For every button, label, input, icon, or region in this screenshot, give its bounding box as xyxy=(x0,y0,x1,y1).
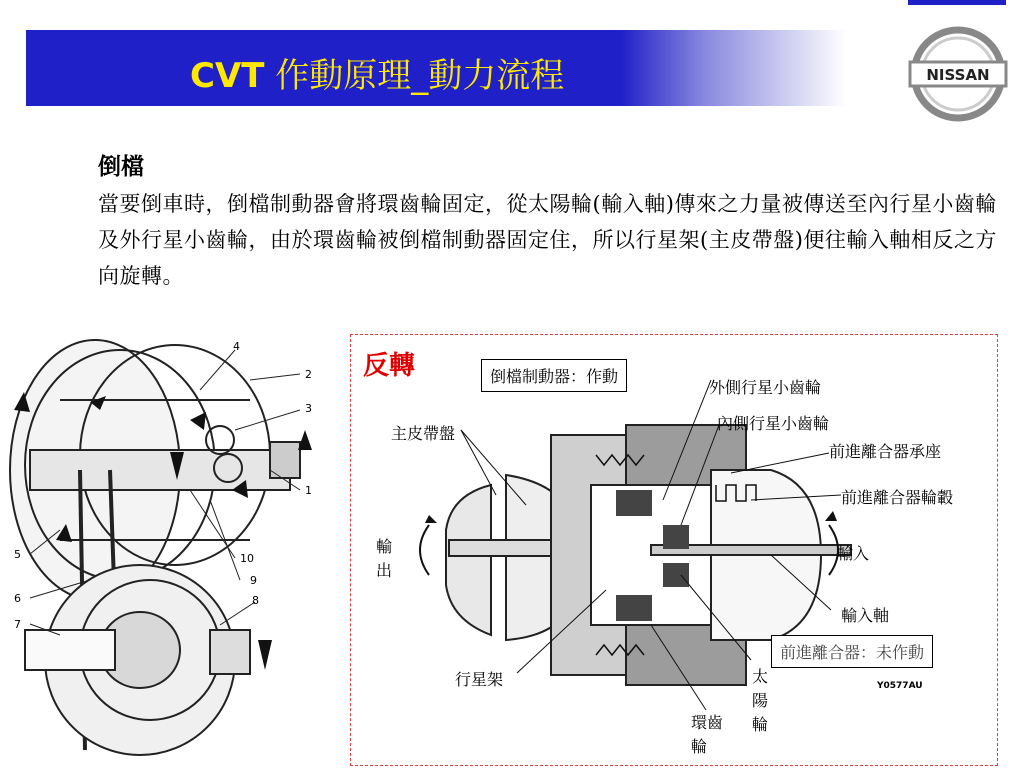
label-carrier: 行星架 xyxy=(455,670,504,689)
label-input: 輸入 xyxy=(837,544,870,563)
planetary-gear-diagram xyxy=(350,334,998,766)
callout-6: 6 xyxy=(14,592,21,605)
label-inner-pinion: 內側行星小齒輪 xyxy=(717,414,830,433)
svg-text:NISSAN: NISSAN xyxy=(926,66,990,84)
label-ring-gear: 環齒輪 xyxy=(691,713,724,756)
label-forward-clutch-seat: 前進離合器承座 xyxy=(829,442,942,461)
label-forward-clutch-hub: 前進離合器輪轂 xyxy=(841,488,954,507)
body-paragraph: 當要倒車時，倒檔制動器會將環齒輪固定，從太陽輪(輸入軸)傳來之力量被傳送至內行星小齒輪及外行星小齒輪，由於環齒輪被倒檔制動器固定住，所以行星架(主皮帶盤)便往輸入軸相反之方向旋轉。 xyxy=(98,192,997,288)
callout-2: 2 xyxy=(305,368,312,381)
title-rest: 作動原理_動力流程 xyxy=(275,56,565,96)
label-forward-clutch: 前進離合器：未作動 xyxy=(771,635,933,668)
callout-8: 8 xyxy=(252,594,259,607)
page-title xyxy=(190,48,564,97)
callout-10: 10 xyxy=(240,552,254,565)
label-outer-pinion: 外側行星小齒輪 xyxy=(709,378,822,397)
figure-code: Y0577AU xyxy=(877,681,923,691)
label-primary-pulley: 主皮帶盤 xyxy=(391,424,456,443)
callout-4: 4 xyxy=(233,340,240,353)
callout-9: 9 xyxy=(250,574,257,587)
corner-accent-bar xyxy=(908,0,1006,5)
callout-3: 3 xyxy=(305,402,312,415)
callout-1: 1 xyxy=(305,484,312,497)
nissan-logo xyxy=(906,22,1010,126)
title-lead: CVT xyxy=(190,56,265,96)
label-sun-gear: 太陽輪 xyxy=(751,667,768,734)
cvt-pulley-illustration xyxy=(0,330,340,768)
label-output: 輸出 xyxy=(375,537,392,580)
section-title: 倒檔 xyxy=(98,153,144,180)
callout-7: 7 xyxy=(14,618,21,631)
callout-5: 5 xyxy=(14,548,21,561)
label-reverse-brake: 倒檔制動器：作動 xyxy=(481,359,627,392)
mode-label-reverse: 反轉 xyxy=(363,351,416,381)
label-input-shaft: 輸入軸 xyxy=(841,606,890,625)
